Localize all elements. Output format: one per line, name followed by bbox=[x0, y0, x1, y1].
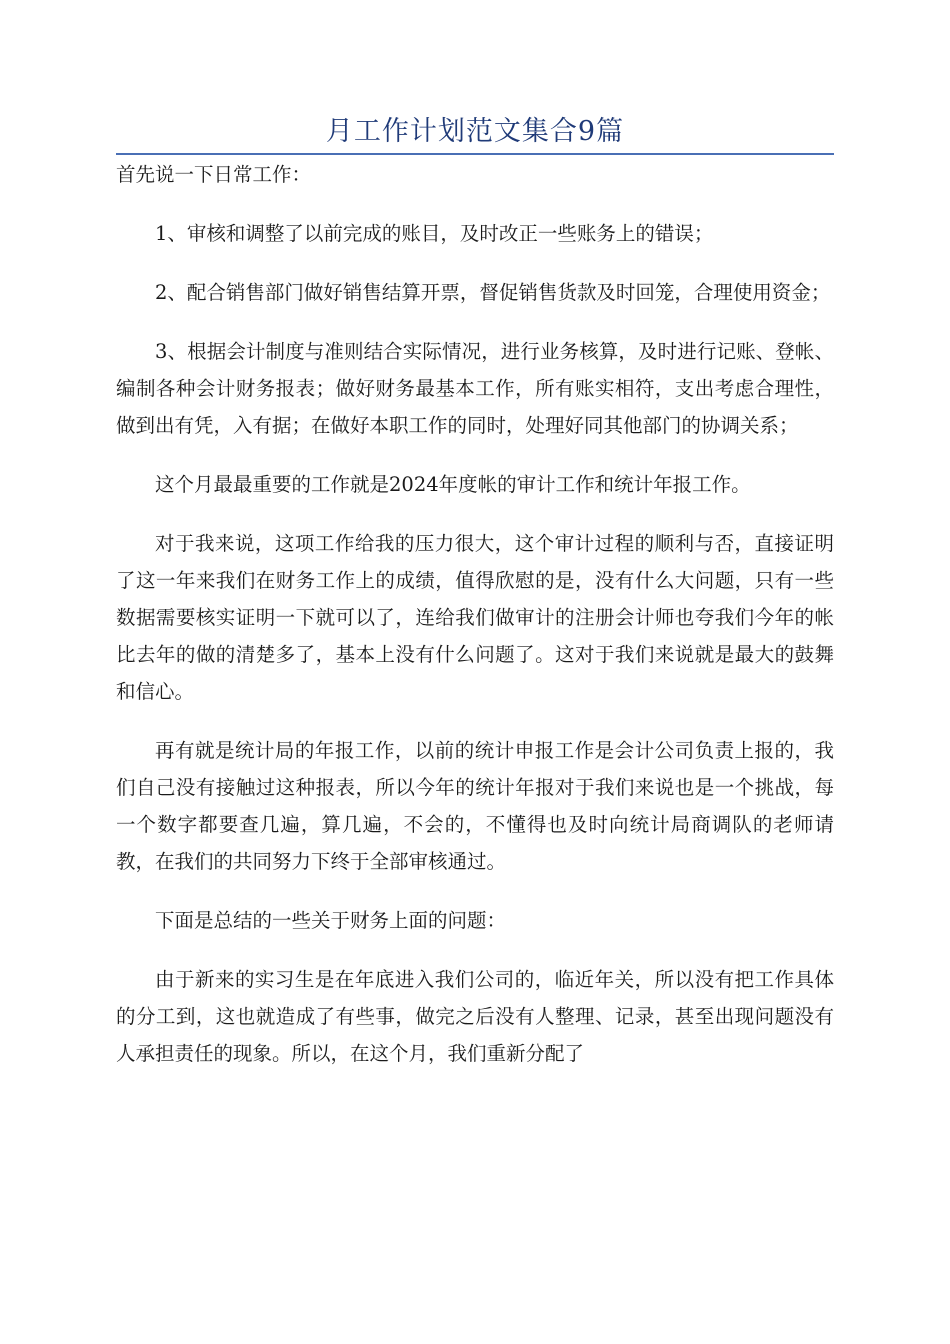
paragraph-intro: 首先说一下日常工作： bbox=[116, 163, 312, 186]
paragraph-item-3: 3、根据会计制度与准则结合实际情况，进行业务核算，及时进行记账、登帐、编制各种会计财务报表；做好财务最基本工作，所有账实相符，支出考虑合理性，做到出有凭，入有据；在做好本职工作的同时，处理好同其他部门的协调关系； bbox=[116, 340, 834, 437]
document-title: 月工作计划范文集合9篇 bbox=[325, 116, 625, 147]
paragraph-intern: 由于新来的实习生是在年底进入我们公司的，临近年关，所以没有把工作具体的分工到，这也就造成了有些事，做完之后没有人整理、记录，甚至出现问题没有人承担责任的现象。所以，在这个月，我们重新分配了 bbox=[116, 968, 834, 1065]
paragraph-item-2: 2、配合销售部门做好销售结算开票，督促销售货款及时回笼，合理使用资金； bbox=[155, 281, 831, 304]
paragraph-item-1: 1、审核和调整了以前完成的账目，及时改正一些账务上的错误； bbox=[155, 222, 714, 245]
document-body bbox=[116, 148, 834, 1094]
paragraph-pressure: 对于我来说，这项工作给我的压力很大，这个审计过程的顺利与否，直接证明了这一年来我们在财务工作上的成绩，值得欣慰的是，没有什么大问题，只有一些数据需要核实证明一下就可以了，连给我们做审计的注册会计师也夸我们今年的帐比去年的做的清楚多了，基本上没有什么问题了。这对于我们来说就是最大的鼓舞和信心。 bbox=[116, 532, 834, 703]
paragraph-statistics: 再有就是统计局的年报工作，以前的统计申报工作是会计公司负责上报的，我们自己没有接触过这种报表，所以今年的统计年报对于我们来说也是一个挑战，每一个数字都要查几遍，算几遍，不会的，不懂得也及时向统计局商调队的老师请教，在我们的共同努力下终于全部审核通过。 bbox=[116, 739, 834, 873]
paragraph-summary-intro: 下面是总结的一些关于财务上面的问题： bbox=[155, 909, 507, 932]
paragraph-audit: 这个月最最重要的工作就是2024年度帐的审计工作和统计年报工作。 bbox=[155, 473, 751, 496]
